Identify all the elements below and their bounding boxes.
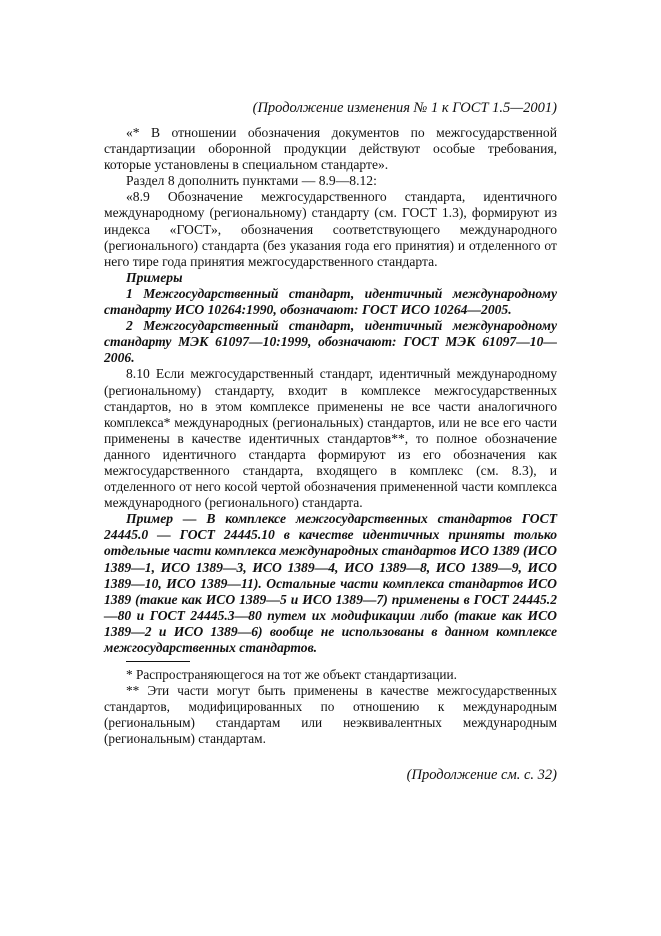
paragraph-defence-note: «* В отношении обозначения документов по межгосударственной стандартизации оборонной продукции действуют особые требования, которые установлены в специальном стандарте». xyxy=(104,125,557,173)
examples-heading: Примеры xyxy=(126,269,183,285)
footnotes xyxy=(104,667,557,747)
example-8-10: Пример — В комплексе межгосударственных стандартов ГОСТ 24445.0 — ГОСТ 24445.10 в качестве идентичных приняты только отдельные части комплекса международных стандартов ИСО 1389 (ИСО 1389—1, ИСО 1389—3, ИСО 1389—4, ИСО 1389—8, ИСО 1389—9, ИСО 1389—10, ИСО 1389—11). Остальные части комплекса стандартов ИСО 1389 (такие как ИСО 1389—5 и ИСО 1389—7) применены в ГОСТ 24445.2—80 и ГОСТ 24445.3—80 путем их модификации либо (такие как ИСО 1389—2 и ИСО 1389—6) вообще не использованы в данном комплексе межгосударственных стандартов. xyxy=(104,511,557,655)
footnote-2: ** Эти части могут быть применены в качестве межгосударственных стандартов, модифицированных по отношению к международным (региональным) стандартам или неэквивалентных международным (региональным) стандартам. xyxy=(104,683,557,746)
example-2: 2 Межгосударственный стандарт, идентичный международному стандарту МЭК 61097—10:1999, обозначают: ГОСТ МЭК 61097—10—2006. xyxy=(104,318,557,366)
header-continuation-note: (Продолжение изменения № 1 к ГОСТ 1.5—2001) xyxy=(252,100,557,116)
paragraph-8-10: 8.10 Если межгосударственный стандарт, идентичный международному (региональному) стандарту, входит в комплексе межгосударственных стандартов, но в этом комплексе применены не все части аналогичного комплекса* международных (региональных) стандартов, или не все его части применены в качестве идентичных стандартов**, то полное обозначение данного идентичного стандарта формируют из его обозначения как межгосударственного стандарта, входящего в комплекс (см. 8.3), и отделенного от него косой чертой обозначения примененной части комплекса международного (регионального) стандарта. xyxy=(104,366,557,511)
footer-continuation-note: (Продолжение см. с. 32) xyxy=(406,767,557,783)
paragraph-section-8-addition: Раздел 8 дополнить пунктами — 8.9—8.12: xyxy=(126,173,377,189)
footnote-divider xyxy=(126,661,190,662)
example-1: 1 Межгосударственный стандарт, идентичный международному стандарту ИСО 10264:1990, обозначают: ГОСТ ИСО 10264—2005. xyxy=(104,285,557,318)
footnote-1: * Распространяющегося на тот же объект стандартизации. xyxy=(126,667,457,682)
paragraph-8-9: «8.9 Обозначение межгосударственного стандарта, идентичного международному (региональному) стандарту (см. ГОСТ 1.3), формируют из индекса «ГОСТ», обозначения соответствующего международного (регионального) стандарта (без указания года его принятия) и отделенного от него тире года принятия межгосударственного стандарта. xyxy=(104,189,557,269)
body-text xyxy=(104,125,557,656)
